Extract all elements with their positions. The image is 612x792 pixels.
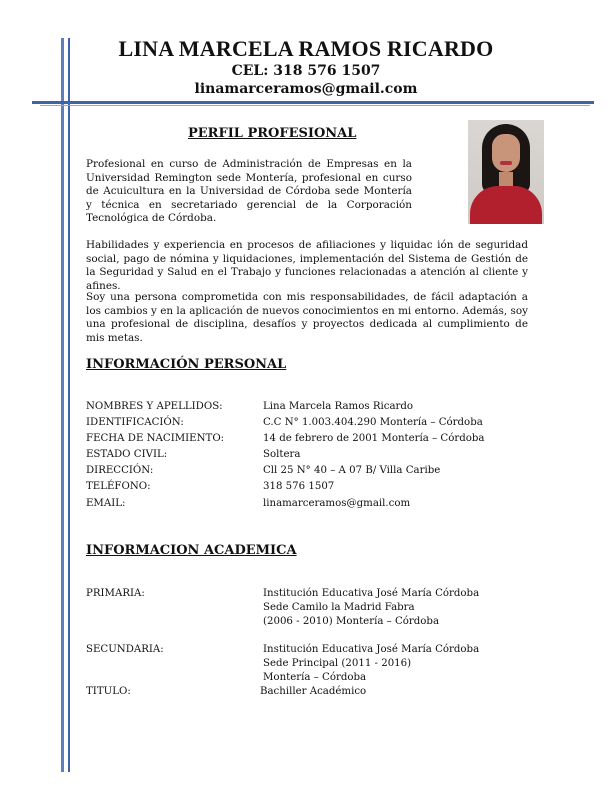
left-border-line (61, 38, 64, 772)
perfil-title: PERFIL PROFESIONAL (188, 126, 357, 141)
personal-label: TELÉFONO: (86, 481, 151, 492)
header-divider (32, 101, 594, 104)
personal-value: linamarceramos@gmail.com (263, 498, 411, 509)
secundaria-line: Sede Principal (2011 - 2016) (263, 658, 412, 669)
primaria-line: Sede Camilo la Madrid Fabra (263, 602, 415, 613)
personal-label: ESTADO CIVIL: (86, 449, 168, 460)
personal-value: 14 de febrero de 2001 Montería – Córdoba (263, 433, 485, 444)
personal-label: DIRECCIÓN: (86, 465, 154, 476)
personal-label: EMAIL: (86, 498, 126, 509)
secundaria-label: SECUNDARIA: (86, 644, 164, 655)
titulo-value: Bachiller Académico (260, 686, 367, 697)
header-divider-thin (40, 105, 590, 106)
personal-label: IDENTIFICACIÓN: (86, 417, 184, 428)
perfil-paragraph-2: Habilidades y experiencia en procesos de afiliaciones y liquidac ión de seguridad social, pago de nómina y liquidaciones, implementación del Sistema de Gestión de la Seguridad y Salud en el Trabajo y funciones relacionadas a atención al cliente y afines. (86, 239, 528, 292)
titulo-label: TITULO: (86, 686, 131, 697)
profile-photo (468, 120, 544, 224)
candidate-phone: CEL: 318 576 1507 (231, 63, 381, 79)
personal-value: Soltera (263, 449, 301, 460)
personal-title: INFORMACIÓN PERSONAL (86, 357, 287, 372)
academica-title: INFORMACION ACADEMICA (86, 543, 297, 558)
secundaria-line: Institución Educativa José María Córdoba (263, 644, 480, 655)
primaria-line: Institución Educativa José María Córdoba (263, 588, 480, 599)
personal-info-table (86, 399, 526, 519)
personal-label: FECHA DE NACIMIENTO: (86, 433, 225, 444)
perfil-paragraph-3: Soy una persona comprometida con mis responsabilidades, de fácil adaptación a los cambios y en la aplicación de nuevos conocimientos en mi entorno. Además, soy una profesional de disciplina, desafíos y proyectos dedicada al cumplimiento de mis metas. (86, 291, 528, 344)
left-border-line-inner (68, 38, 70, 772)
personal-value: C.C N° 1.003.404.290 Montería – Córdoba (263, 417, 483, 428)
personal-label: NOMBRES Y APELLIDOS: (86, 401, 223, 412)
personal-value: 318 576 1507 (263, 481, 335, 492)
personal-value: Cll 25 N° 40 – A 07 B/ Villa Caribe (263, 465, 441, 476)
candidate-name: LINA MARCELA RAMOS RICARDO (118, 36, 494, 61)
primaria-label: PRIMARIA: (86, 588, 145, 599)
secundaria-line: Montería – Córdoba (263, 672, 367, 683)
candidate-email: linamarceramos@gmail.com (194, 81, 418, 97)
academic-info-table (86, 587, 526, 702)
personal-value: Lina Marcela Ramos Ricardo (263, 401, 414, 412)
primaria-line: (2006 - 2010) Montería – Córdoba (263, 616, 440, 627)
perfil-paragraph-1: Profesional en curso de Administración de Empresas en la Universidad Remington sede Montería, profesional en curso de Acuicultura en la Universidad de Córdoba sede Montería y técnica en secretariado gerencial de la Corporación Tecnológica de Córdoba. (86, 158, 412, 225)
